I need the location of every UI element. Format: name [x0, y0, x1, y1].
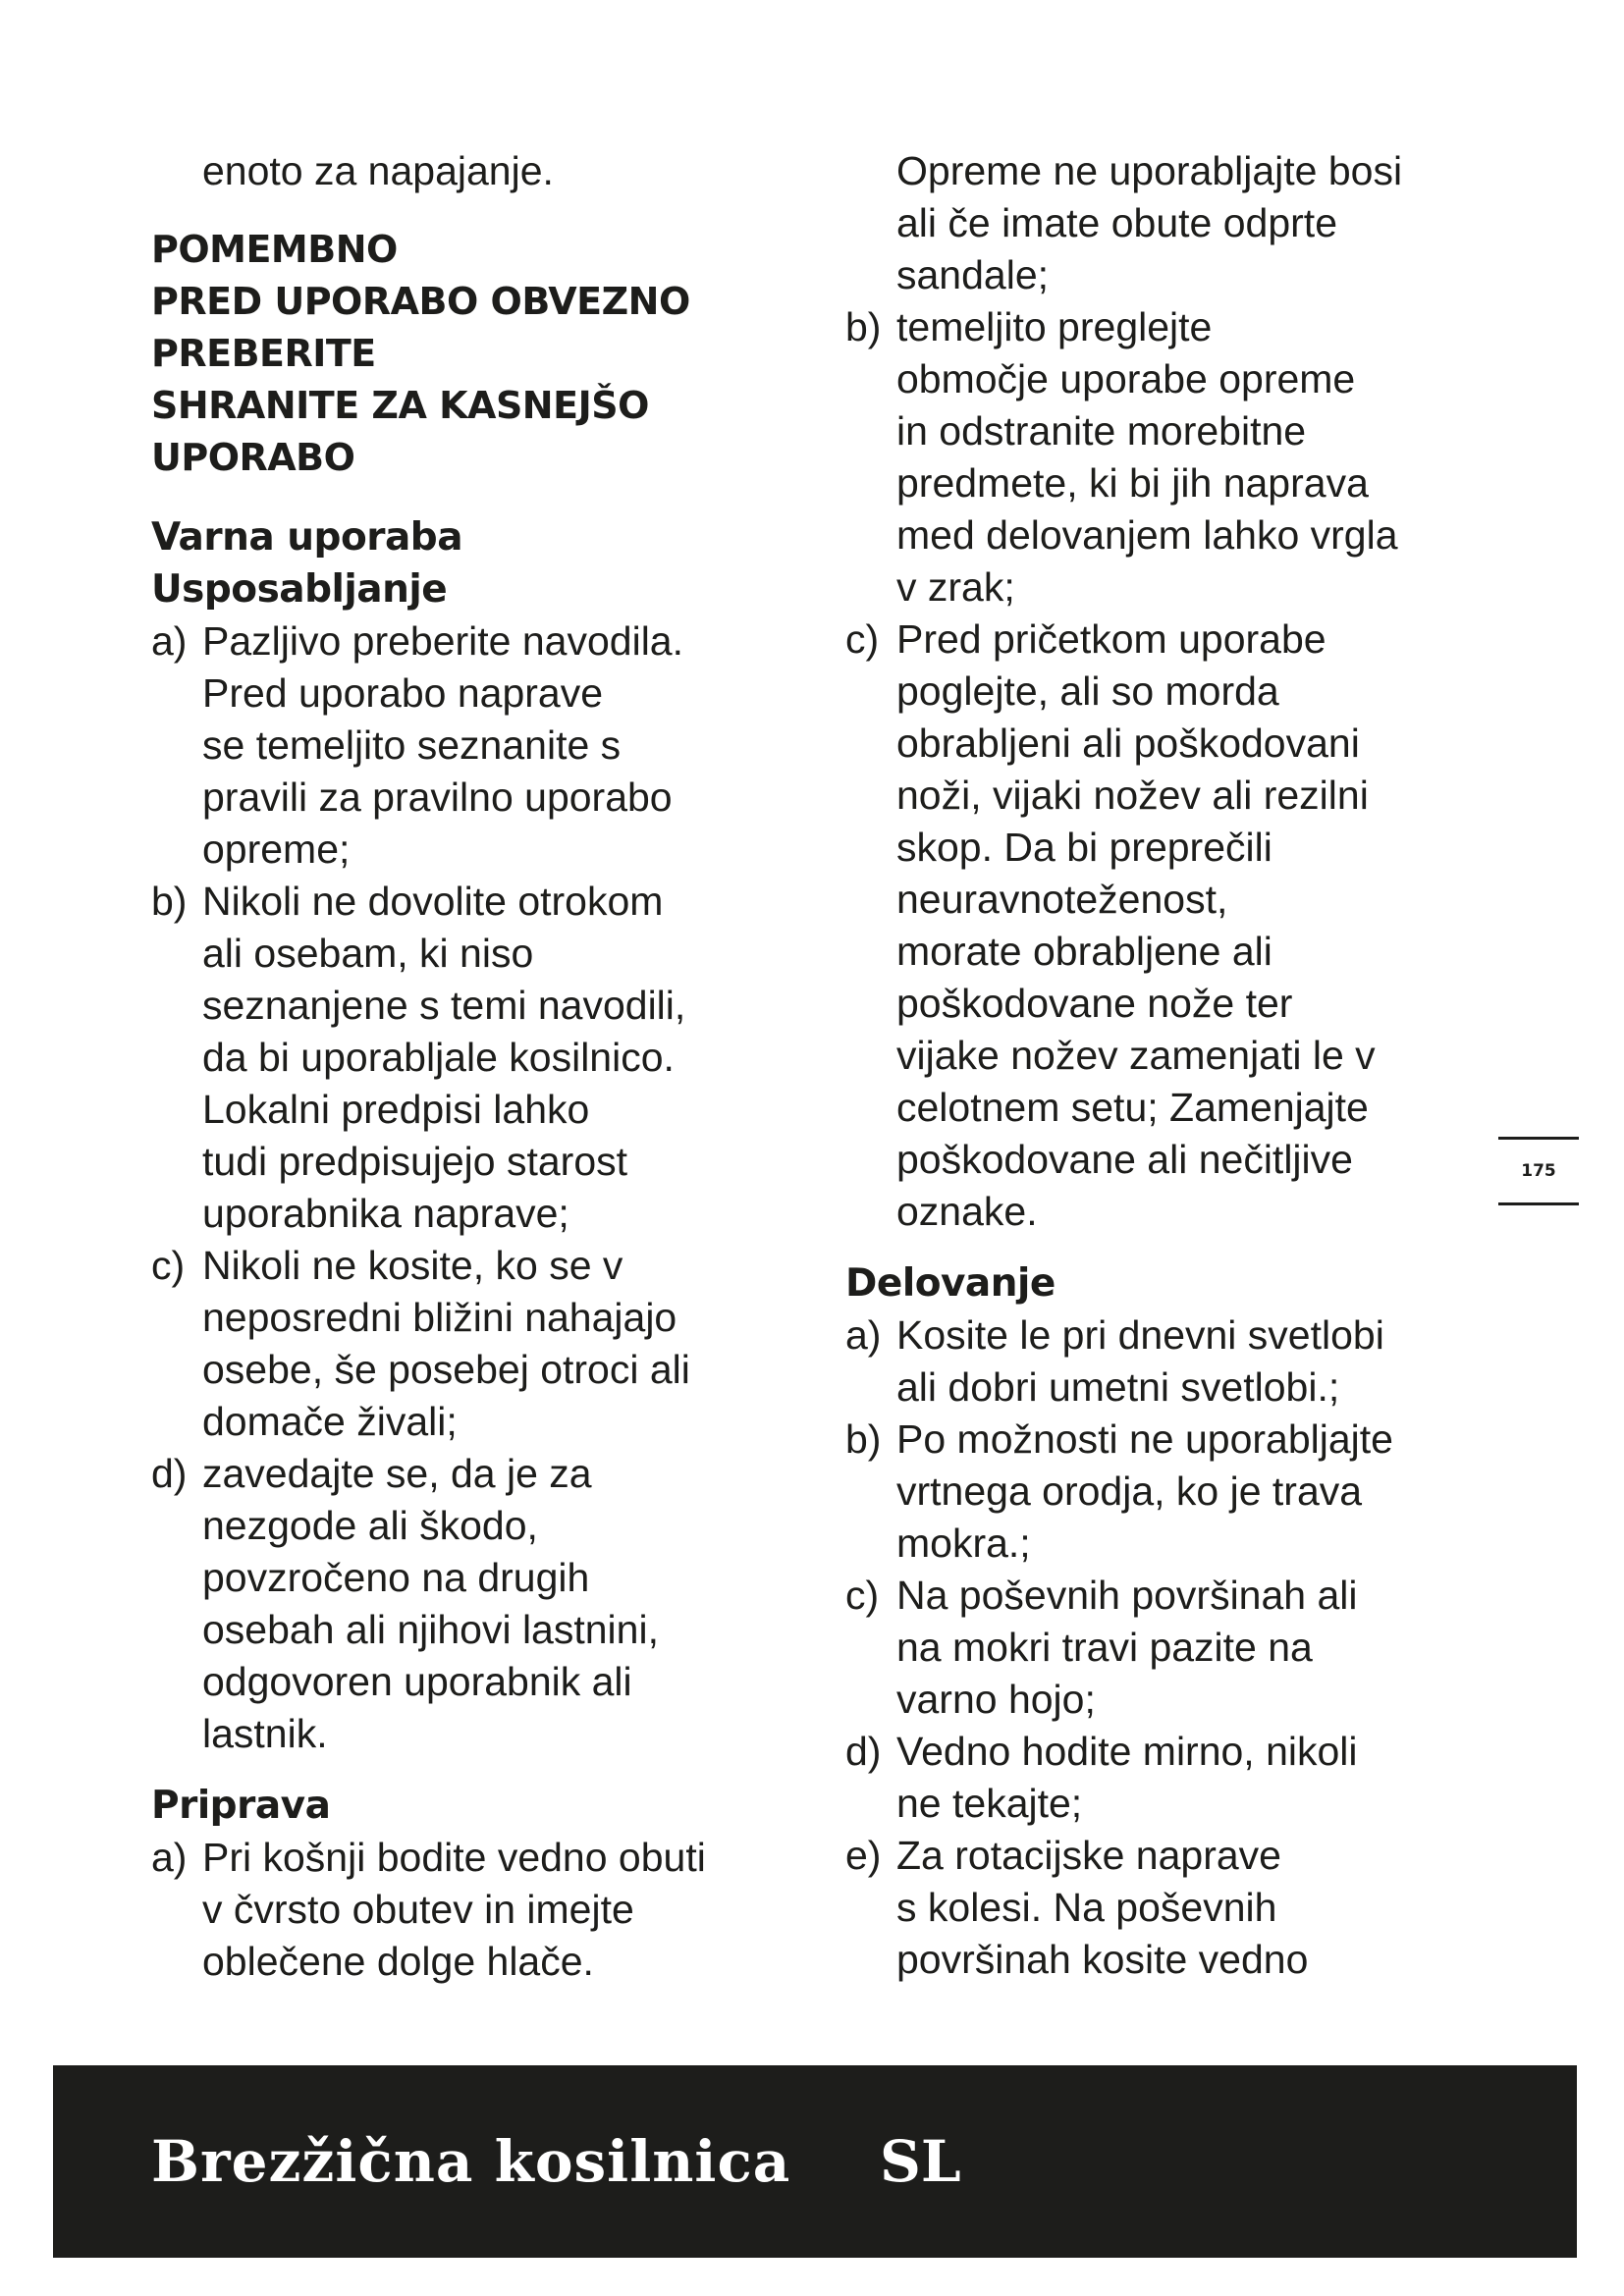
- item-line: poškodovane nože ter: [896, 981, 1293, 1026]
- notice-line: SHRANITE ZA KASNEJŠO: [151, 384, 649, 427]
- list-item: [151, 876, 809, 1240]
- item-line: v čvrsto obutev in imejte: [202, 1887, 634, 1932]
- item-line: Opreme ne uporabljajte bosi: [896, 148, 1403, 193]
- item-label: b): [845, 304, 882, 349]
- item-line: ali če imate obute odprte: [896, 200, 1337, 245]
- item-line: med delovanjem lahko vrgla: [896, 512, 1398, 558]
- list-item: [845, 301, 1533, 614]
- item-line: osebah ali njihovi lastnini,: [202, 1607, 659, 1652]
- left-column: [151, 145, 809, 1988]
- item-label: b): [151, 879, 188, 924]
- item-label: a): [151, 618, 188, 664]
- notice-line: PRED UPORABO OBVEZNO: [151, 280, 690, 323]
- item-line: morate obrabljene ali: [896, 929, 1272, 974]
- notice-line: UPORABO: [151, 436, 355, 479]
- item-line: temeljito preglejte: [896, 304, 1213, 349]
- item-line: v zrak;: [896, 564, 1015, 610]
- subsection-heading-preparation: Priprava: [151, 1784, 331, 1828]
- list-item: [845, 1309, 1533, 1414]
- item-line: vrtnega orodja, ko je trava: [896, 1468, 1363, 1514]
- section-title: Varna uporaba: [151, 515, 463, 560]
- language-code: SL: [880, 2128, 961, 2195]
- item-line: predmete, ki bi jih naprava: [896, 460, 1369, 506]
- item-line: območje uporabe opreme: [896, 356, 1356, 401]
- item-line: pravili za pravilno uporabo: [202, 774, 673, 820]
- item-line: Na poševnih površinah ali: [896, 1573, 1358, 1618]
- item-line: Nikoli ne dovolite otrokom: [202, 879, 664, 924]
- subsection-heading-training: Usposabljanje: [151, 567, 448, 612]
- item-line: Nikoli ne kosite, ko se v: [202, 1243, 623, 1288]
- item-line: obrabljeni ali poškodovani: [896, 721, 1360, 766]
- item-line: vijake nožev zamenjati le v: [896, 1033, 1376, 1078]
- item-line: sandale;: [896, 252, 1050, 297]
- item-line: nezgode ali škodo,: [202, 1503, 538, 1548]
- item-label: c): [845, 616, 880, 662]
- item-line: noži, vijaki nožev ali rezilni: [896, 773, 1369, 818]
- list-item: [845, 1830, 1533, 1986]
- item-line: domače živali;: [202, 1399, 458, 1444]
- list-item: [845, 1726, 1533, 1830]
- item-label: d): [845, 1729, 882, 1774]
- item-label: c): [845, 1573, 880, 1618]
- list-item: [151, 615, 809, 876]
- item-line: Vedno hodite mirno, nikoli: [896, 1729, 1358, 1774]
- item-line: tudi predpisujejo starost: [202, 1139, 628, 1184]
- footer-title: Brezžična kosilnica: [151, 2128, 791, 2195]
- item-line: Pred pričetkom uporabe: [896, 616, 1326, 662]
- subsection-heading-operation: Delovanje: [845, 1261, 1056, 1306]
- list-item: [151, 1832, 809, 1988]
- page-number-box: [1498, 1137, 1579, 1205]
- item-line: na mokri travi pazite na: [896, 1625, 1313, 1670]
- continuation-text: [845, 145, 1533, 301]
- page-number: 175: [1521, 1161, 1556, 1181]
- footer-bar: [53, 2065, 1577, 2258]
- item-line: se temeljito seznanite s: [202, 722, 622, 768]
- item-line: uporabnika naprave;: [202, 1191, 569, 1236]
- item-line: Pred uporabo naprave: [202, 670, 604, 716]
- item-line: Lokalni predpisi lahko: [202, 1087, 590, 1132]
- item-line: lastnik.: [202, 1711, 328, 1756]
- notice-line: PREBERITE: [151, 332, 376, 375]
- item-line: Pazljivo preberite navodila.: [202, 618, 683, 664]
- right-column: [845, 145, 1533, 1986]
- item-line: s kolesi. Na poševnih: [896, 1885, 1277, 1930]
- item-line: osebe, še posebej otroci ali: [202, 1347, 690, 1392]
- item-label: e): [845, 1833, 882, 1878]
- item-line: oznake.: [896, 1189, 1038, 1234]
- item-line: in odstranite morebitne: [896, 408, 1307, 454]
- item-line: površinah kosite vedno: [896, 1937, 1309, 1982]
- list-item: [845, 1570, 1533, 1726]
- item-line: da bi uporabljale kosilnico.: [202, 1035, 675, 1080]
- item-label: b): [845, 1416, 882, 1462]
- item-line: ali dobri umetni svetlobi.;: [896, 1364, 1340, 1410]
- item-line: ne tekajte;: [896, 1781, 1083, 1826]
- item-label: c): [151, 1243, 186, 1288]
- item-label: d): [151, 1451, 188, 1496]
- item-line: neposredni bližini nahajajo: [202, 1295, 677, 1340]
- item-line: neuravnoteženost,: [896, 877, 1228, 922]
- item-line: celotnem setu; Zamenjajte: [896, 1085, 1369, 1130]
- notice-line: POMEMBNO: [151, 228, 398, 271]
- item-line: odgovoren uporabnik ali: [202, 1659, 632, 1704]
- item-label: a): [151, 1835, 188, 1880]
- item-line: skop. Da bi preprečili: [896, 825, 1272, 870]
- item-line: poglejte, ali so morda: [896, 668, 1279, 714]
- item-line: opreme;: [202, 827, 351, 872]
- item-line: ali osebam, ki niso: [202, 931, 534, 976]
- important-notice: [151, 224, 809, 484]
- item-label: a): [845, 1312, 882, 1358]
- item-line: Za rotacijske naprave: [896, 1833, 1281, 1878]
- list-item: [151, 1240, 809, 1448]
- item-line: oblečene dolge hlače.: [202, 1939, 594, 1984]
- item-line: Kosite le pri dnevni svetlobi: [896, 1312, 1384, 1358]
- continuation-text: enoto za napajanje.: [202, 148, 554, 193]
- list-item: [845, 1414, 1533, 1570]
- item-line: poškodovane ali nečitljive: [896, 1137, 1353, 1182]
- item-line: mokra.;: [896, 1521, 1031, 1566]
- item-line: Po možnosti ne uporabljajte: [896, 1416, 1393, 1462]
- item-line: povzročeno na drugih: [202, 1555, 590, 1600]
- item-line: Pri košnji bodite vedno obuti: [202, 1835, 706, 1880]
- item-line: seznanjene s temi navodili,: [202, 983, 686, 1028]
- list-item: [845, 614, 1533, 1238]
- item-line: zavedajte se, da je za: [202, 1451, 592, 1496]
- list-item: [151, 1448, 809, 1760]
- item-line: varno hojo;: [896, 1677, 1096, 1722]
